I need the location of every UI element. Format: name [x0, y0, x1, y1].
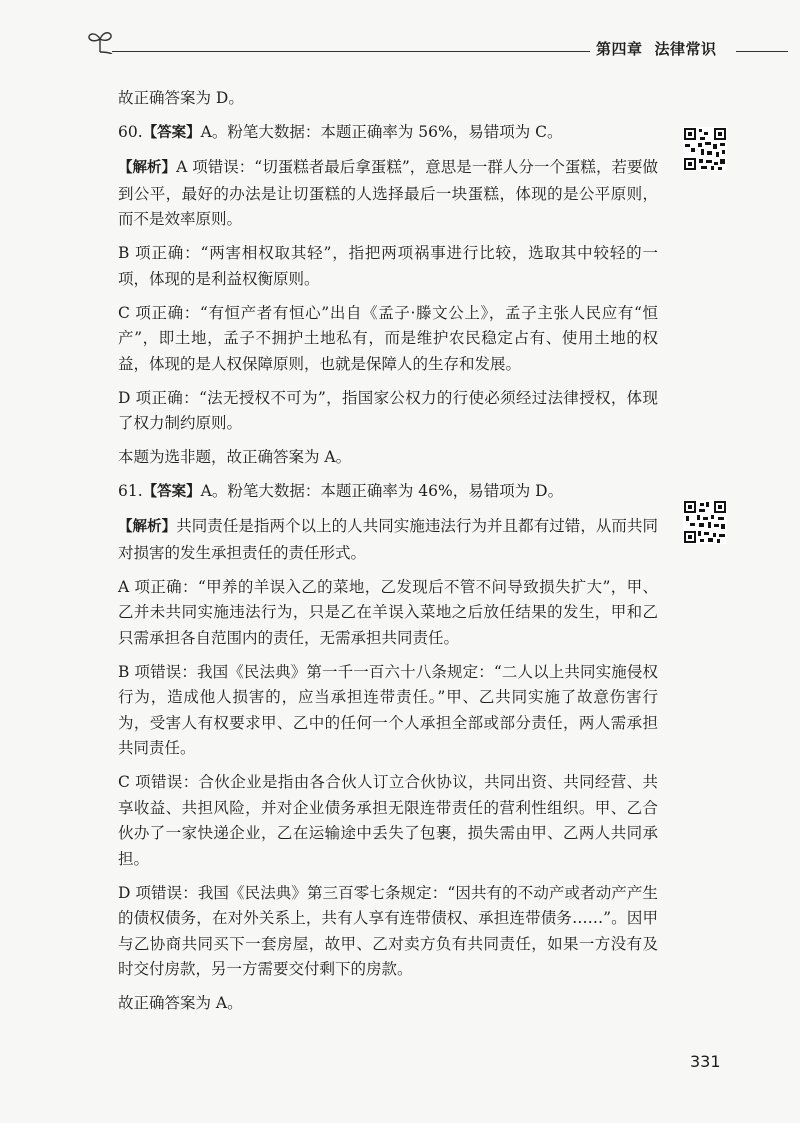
paragraph: B 项错误：我国《民法典》第一千一百六十八条规定：“二人以上共同实施侵权行为，造成他人损害的，应当承担连带责任。”甲、乙共同实施了故意伤害行为，受害人有权要求甲、乙中的任何一个人承担全部或部分责任，两人需承担共同责任。	[118, 662, 658, 757]
analysis-paragraph-60	[118, 155, 658, 233]
chapter-name: 法律常识	[654, 40, 717, 58]
answer-text: A。粉笔大数据：本题正确率为 56%，易错项为 C。	[200, 123, 563, 141]
analysis-text: A 项错误：“切蛋糕者最后拿蛋糕”，意思是一群人分一个蛋糕，若要做到公平，最好的办法是让切蛋糕的人选择最后一块蛋糕，体现的是公平原则，而不是效率原则。	[118, 158, 658, 228]
header-rule-left	[112, 51, 590, 52]
page-number: 331	[690, 1052, 721, 1071]
qr-code-icon[interactable]	[683, 127, 727, 171]
analysis-paragraph-61	[118, 514, 658, 566]
paragraph: A 项正确：“甲养的羊误入乙的菜地，乙发现后不管不问导致损失扩大”，甲、乙并未共同实施违法行为，只是乙在羊误入菜地之后放任结果的发生，甲和乙只需承担各自范围内的责任，无需承担共同责任。	[118, 577, 658, 647]
paragraph: C 项错误：合伙企业是指由各合伙人订立合伙协议，共同出资、共同经营、共享收益、共担风险，并对企业债务承担无限连带责任的营利性组织。甲、乙合伙办了一家快递企业，乙在运输途中丢失了包裹，损失需由甲、乙两人共同承担。	[118, 773, 658, 868]
analysis-tag: 【解析】	[118, 160, 177, 176]
analysis-text: 共同责任是指两个以上的人共同实施违法行为并且都有过错，从而共同对损害的发生承担责任的责任形式。	[118, 517, 658, 562]
chapter-number: 第四章	[596, 40, 643, 58]
answer-line-61	[118, 479, 658, 506]
question-number: 61.	[118, 482, 143, 500]
leaf-logo-icon	[86, 28, 114, 54]
paragraph: D 项正确：“法无授权不可为”，指国家公权力的行使必须经过法律授权，体现了权力制约原则。	[118, 388, 658, 432]
chapter-title	[596, 38, 729, 59]
paragraph: 本题为选非题，故正确答案为 A。	[118, 448, 352, 466]
header-rule-right	[736, 51, 788, 52]
page-body	[118, 86, 658, 1025]
paragraph: B 项正确：“两害相权取其轻”，指把两项祸事进行比较，选取其中较轻的一项，体现的是利益权衡原则。	[118, 244, 658, 288]
paragraph: D 项错误：我国《民法典》第三百零七条规定：“因共有的不动产或者动产产生的债权债务，在对外关系上，共有人享有连带债权、承担连带债务……”。因甲与乙协商共同买下一套房屋，故甲、乙对卖方负有共同责任，如果一方没有及时交付房款，另一方需要交付剩下的房款。	[118, 883, 658, 978]
page-header	[0, 0, 800, 70]
answer-tag: 【答案】	[142, 484, 201, 500]
question-number: 60.	[118, 123, 143, 141]
answer-text: A。粉笔大数据：本题正确率为 46%，易错项为 D。	[200, 482, 564, 500]
qr-code-icon[interactable]	[683, 500, 727, 544]
paragraph: 故正确答案为 D。	[118, 89, 244, 107]
answer-line-60	[118, 120, 658, 147]
paragraph: 故正确答案为 A。	[118, 994, 243, 1012]
paragraph: C 项正确：“有恒产者有恒心”出自《孟子·滕文公上》，孟子主张人民应有“恒产”，即土地，孟子不拥护土地私有，而是维护农民稳定占有、使用土地的权益，体现的是人权保障原则，也就是保障人的生存和发展。	[118, 303, 658, 373]
answer-tag: 【答案】	[142, 125, 201, 141]
analysis-tag: 【解析】	[118, 519, 177, 535]
